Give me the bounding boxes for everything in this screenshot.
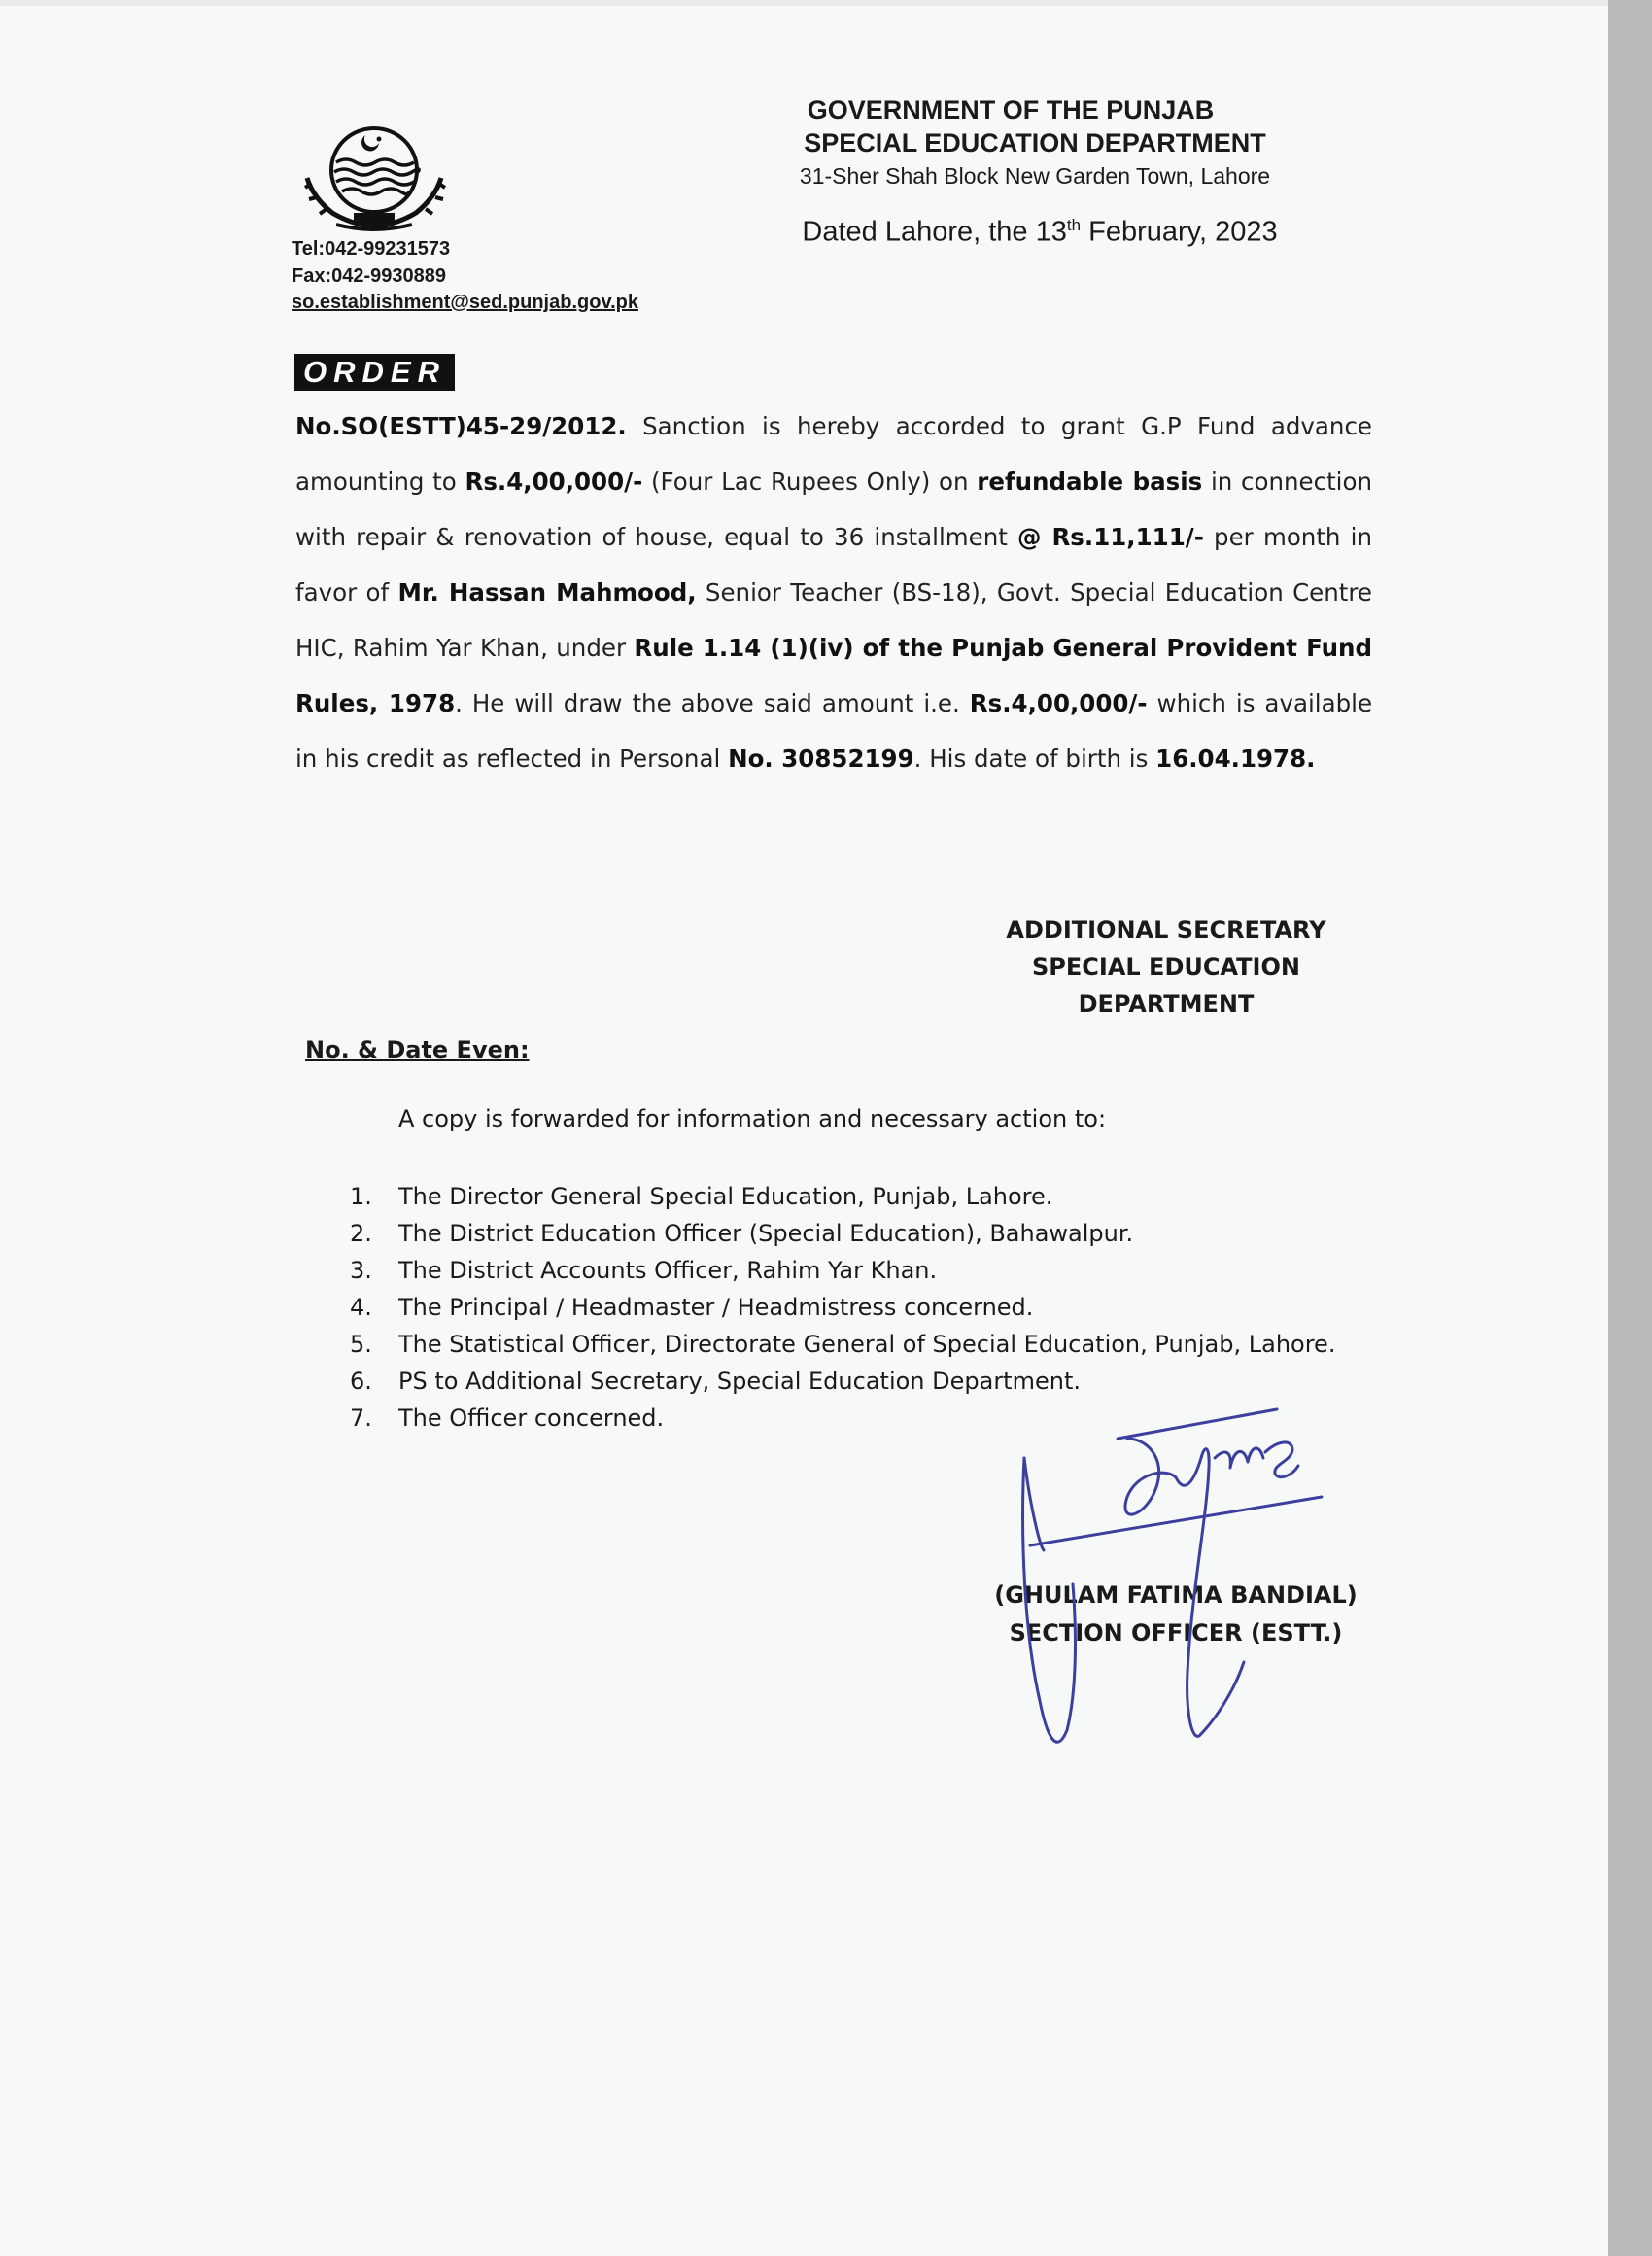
order-text: Senior Teacher (BS-18), Govt. Special Education Centre HIC, Rahim Yar Khan, under: [295, 578, 1373, 662]
list-item-number: 4.: [350, 1294, 372, 1321]
no-date-even-heading: No. & Date Even:: [305, 1036, 530, 1063]
order-emphasis: Rule 1.14 (1)(iv) of the Punjab General Provident Fund Rules, 1978: [295, 634, 1373, 717]
order-text: in connection with repair & renovation of house, equal to 36 installment: [295, 468, 1372, 551]
list-item-text: PS to Additional Secretary, Special Education Department.: [398, 1368, 1081, 1395]
email-link[interactable]: so.establishment@sed.punjab.gov.pk: [292, 292, 638, 313]
department-title: SPECIAL EDUCATION DEPARTMENT: [804, 128, 1266, 157]
list-item: [350, 1326, 1378, 1363]
list-item-number: 7.: [350, 1405, 372, 1432]
punjab-emblem-icon: [297, 120, 451, 236]
list-item: [350, 1178, 1378, 1215]
scan-right-edge: [1608, 0, 1652, 2256]
list-item-number: 5.: [350, 1331, 372, 1358]
date-line: [748, 216, 1331, 249]
order-emphasis: Rs.4,00,000/-: [465, 468, 643, 496]
telephone: Tel:042-99231573: [292, 238, 451, 260]
signatory-line-3: DEPARTMENT: [1078, 990, 1255, 1018]
order-emphasis: Rs.4,00,000/-: [969, 689, 1148, 717]
forwarding-intro: A copy is forwarded for information and necessary action to:: [398, 1105, 1107, 1132]
order-text: . His date of birth is: [913, 745, 1156, 773]
handwritten-signature: [1001, 1380, 1370, 1769]
order-paragraph: [295, 399, 1372, 786]
order-emphasis: No.SO(ESTT)45-29/2012.: [295, 412, 627, 440]
list-item-text: The District Education Officer (Special Education), Bahawalpur.: [398, 1220, 1134, 1247]
order-emphasis: Mr. Hassan Mahmood,: [397, 578, 697, 607]
list-item-text: The Principal / Headmaster / Headmistress concerned.: [398, 1294, 1034, 1321]
list-item-text: The Statistical Officer, Directorate General of Special Education, Punjab, Lahore.: [398, 1331, 1336, 1358]
list-item-number: 3.: [350, 1257, 372, 1284]
order-emphasis: @ Rs.11,111/-: [1017, 523, 1204, 551]
officer-name: (GHULAM FATIMA BANDIAL): [994, 1581, 1358, 1609]
order-text: which is available in his credit as reflected in Personal: [295, 689, 1373, 773]
order-badge: ORDER: [294, 354, 455, 391]
list-item-text: The Director General Special Education, Punjab, Lahore.: [398, 1183, 1053, 1210]
list-item-text: The Officer concerned.: [398, 1405, 665, 1432]
signatory-line-2: SPECIAL EDUCATION: [1032, 954, 1300, 981]
list-item-number: 1.: [350, 1183, 372, 1210]
list-item-number: 2.: [350, 1220, 372, 1247]
list-item: [350, 1252, 1378, 1289]
order-emphasis: refundable basis: [977, 468, 1203, 496]
date-ordinal: th: [1066, 216, 1082, 234]
order-emphasis: 16.04.1978.: [1155, 745, 1316, 773]
signatory-line-1: ADDITIONAL SECRETARY: [1006, 917, 1326, 944]
date-prefix: Dated Lahore, the 13: [802, 216, 1067, 248]
list-item-number: 6.: [350, 1368, 372, 1395]
officer-title: SECTION OFFICER (ESTT.): [1009, 1619, 1343, 1647]
order-text: per month in favor of: [295, 523, 1372, 607]
order-emphasis: No. 30852199: [728, 745, 914, 773]
list-item: [350, 1289, 1378, 1326]
list-item: [350, 1215, 1378, 1252]
order-text: (Four Lac Rupees Only) on: [642, 468, 978, 496]
order-text: . He will draw the above said amount i.e.: [455, 689, 970, 717]
department-address: 31-Sher Shah Block New Garden Town, Lahore: [799, 163, 1271, 189]
order-text: Sanction is hereby accorded to grant G.P Fund advance amounting to: [295, 412, 1372, 496]
date-suffix: February, 2023: [1081, 216, 1278, 248]
fax: Fax:042-9930889: [292, 265, 447, 287]
government-title: GOVERNMENT OF THE PUNJAB: [807, 95, 1215, 124]
list-item-text: The District Accounts Officer, Rahim Yar Khan.: [398, 1257, 938, 1284]
